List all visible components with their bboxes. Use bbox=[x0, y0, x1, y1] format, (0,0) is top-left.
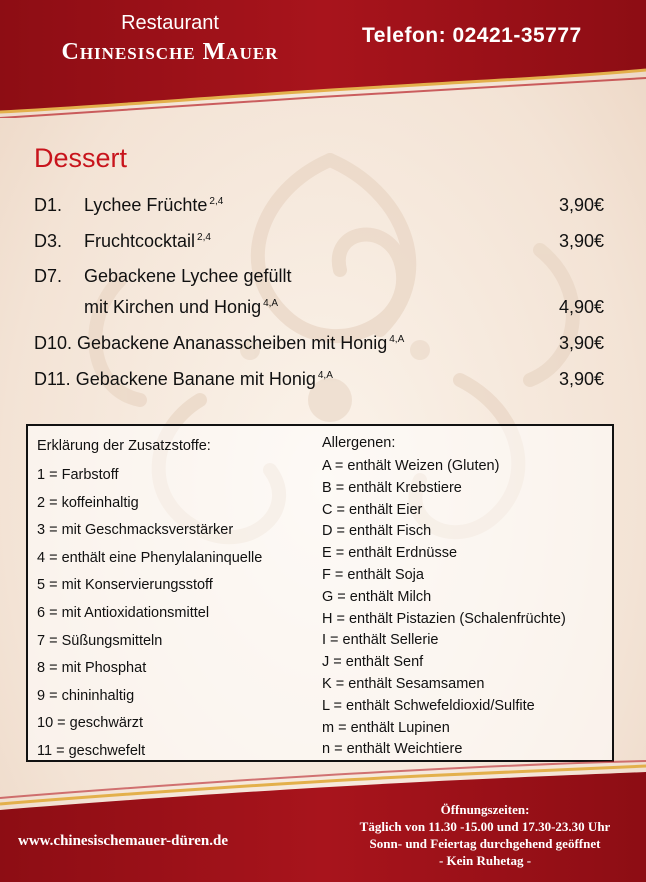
item-name: Lychee Früchte bbox=[84, 195, 208, 215]
additive-entry: 1 = Farbstoff bbox=[37, 467, 119, 483]
allergens-heading-colon: : bbox=[391, 435, 396, 451]
allergen-entry: I = enthält Sellerie bbox=[322, 632, 439, 649]
allergen-entry: K = enthält Sesamsamen bbox=[322, 675, 485, 692]
opening-hours-line: Täglich von 11.30 -15.00 und 17.30-23.30 Uhr bbox=[359, 819, 611, 834]
allergen-entry: L = enthält Schwefeldioxid/Sulfite bbox=[322, 697, 535, 714]
allergen-entry: A = enthält Weizen (Gluten) bbox=[322, 458, 500, 474]
additive-entry: 2 = koffeinhaltig bbox=[37, 494, 139, 511]
item-allergen-codes: 2,4 bbox=[209, 196, 224, 207]
allergen-entry: H = enthält Pistazien (Schalenfrüchte) bbox=[322, 610, 566, 627]
allergen-entry: G = enthält Milch bbox=[322, 588, 432, 605]
item-code: D1. bbox=[34, 195, 63, 215]
item-name: Gebackene Lychee gefüllt bbox=[84, 266, 292, 286]
allergen-entry: B = enthält Krebstiere bbox=[322, 479, 462, 496]
item-allergen-codes: 4,A bbox=[317, 370, 333, 381]
opening-hours-line: - Kein Ruhetag - bbox=[438, 853, 532, 868]
allergen-entry: J = enthält Senf bbox=[322, 654, 424, 671]
additive-entry: 4 = enthält eine Phenylalaninquelle bbox=[37, 549, 263, 566]
item-allergen-codes: 4,A bbox=[263, 298, 279, 309]
allergens-list bbox=[322, 432, 566, 761]
item-price: 3,90€ bbox=[558, 195, 604, 215]
additive-entry: 11 = geschwefelt bbox=[37, 742, 146, 759]
legend-box bbox=[26, 424, 614, 762]
item-code: D7. bbox=[34, 266, 63, 286]
additive-entry: 5 = mit Konservierungsstoff bbox=[37, 577, 213, 594]
menu-item bbox=[34, 266, 604, 287]
item-price: 3,90€ bbox=[558, 231, 604, 251]
additives-list bbox=[37, 432, 262, 766]
menu-item bbox=[34, 369, 604, 390]
opening-hours-line: Sonn- und Feiertag durchgehend geöffnet bbox=[369, 836, 601, 851]
opening-hours bbox=[325, 801, 645, 869]
item-allergen-codes: 2,4 bbox=[197, 232, 211, 243]
website-link[interactable]: www.chinesischemauer-düren.de bbox=[18, 833, 228, 849]
item-code: D3. bbox=[34, 231, 63, 251]
allergen-entry: E = enthält Erdnüsse bbox=[322, 545, 458, 562]
item-allergen-codes: 4,A bbox=[389, 334, 405, 345]
item-price: 3,90€ bbox=[558, 333, 604, 353]
opening-hours-title: Öffnungszeiten: bbox=[440, 802, 530, 817]
item-name-line2: mit Kirchen und Honig bbox=[84, 297, 262, 317]
header-banner bbox=[0, 0, 646, 118]
allergens-heading bbox=[322, 432, 566, 454]
item-price: 3,90€ bbox=[558, 369, 604, 389]
menu-item bbox=[34, 231, 604, 252]
item-name: Fruchtcocktail bbox=[84, 231, 196, 251]
menu-item bbox=[34, 333, 604, 354]
item-code: D11. bbox=[34, 369, 71, 389]
allergen-entry: F = enthält Soja bbox=[322, 566, 424, 583]
additive-entry: 7 = Süßungsmitteln bbox=[37, 632, 163, 649]
allergen-entry: n = enthält Weichtiere bbox=[322, 741, 463, 758]
additive-entry: 3 = mit Geschmacksverstärker bbox=[37, 522, 234, 539]
additive-entry: 9 = chininhaltig bbox=[37, 687, 135, 704]
restaurant-name: Chinesische Mauer bbox=[61, 39, 279, 65]
additive-entry: 6 = mit Antioxidationsmittel bbox=[37, 604, 210, 621]
item-code: D10. bbox=[34, 333, 73, 353]
item-price: 4,90€ bbox=[558, 297, 604, 317]
item-name: Gebackene Banane mit Honig bbox=[75, 369, 316, 389]
phone-number[interactable]: Telefon: 02421-35777 bbox=[362, 24, 582, 47]
allergen-entry: C = enthält Eier bbox=[322, 501, 423, 518]
menu-item bbox=[34, 195, 604, 216]
menu-item-continuation bbox=[34, 297, 604, 318]
allergens-heading-text: Allergenen bbox=[322, 435, 392, 451]
additive-entry: 10 = geschwärzt bbox=[37, 715, 143, 732]
allergen-entry: m = enthält Lupinen bbox=[322, 719, 450, 736]
additive-entry: 8 = mit Phosphat bbox=[37, 660, 147, 677]
section-title: Dessert bbox=[34, 143, 128, 173]
additives-heading: Erklärung der Zusatzstoffe: bbox=[37, 438, 211, 454]
brand-subtitle: Restaurant bbox=[121, 12, 219, 34]
allergen-entry: D = enthält Fisch bbox=[322, 523, 432, 540]
item-name: Gebackene Ananasscheiben mit Honig bbox=[77, 333, 388, 353]
